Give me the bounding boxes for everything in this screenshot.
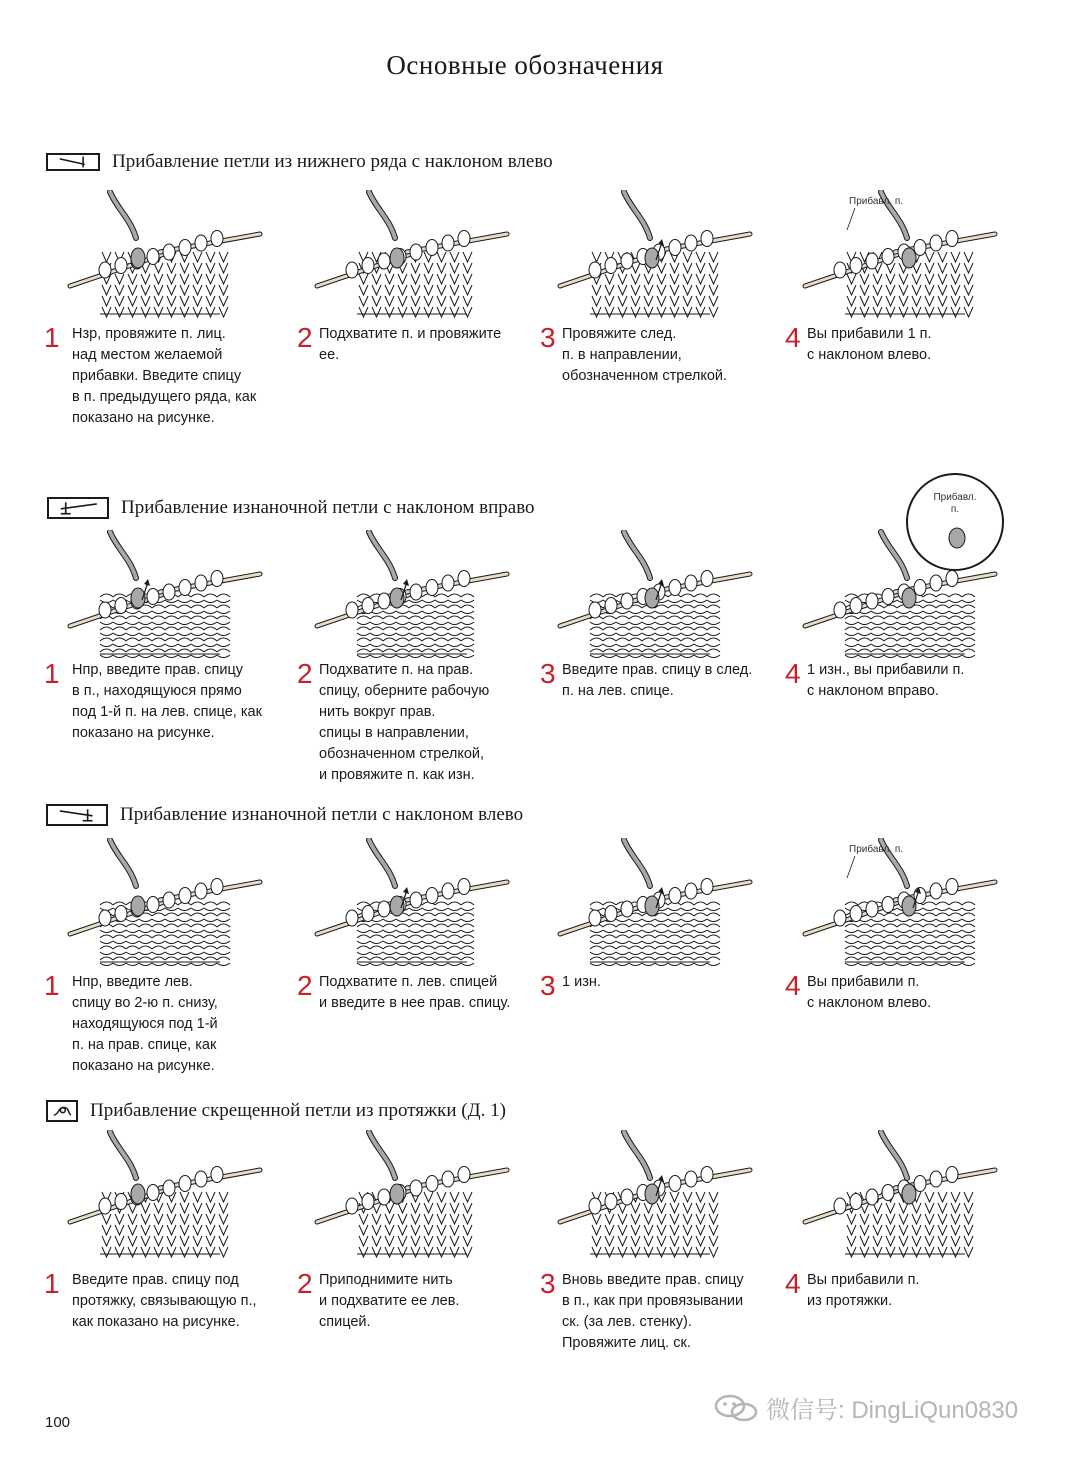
section-title: Прибавление скрещенной петли из протяжки (Д. 1) (90, 1100, 506, 1121)
new-stitch (390, 1184, 404, 1204)
new-stitch (902, 248, 916, 268)
step-number: 4 (785, 658, 801, 689)
new-stitch (902, 1184, 916, 1204)
step-number: 2 (297, 1268, 313, 1299)
watermark-text: 微信号: DingLiQun0830 (766, 1397, 1019, 1424)
step-number: 4 (785, 322, 801, 353)
section-title: Прибавление изнаночной петли с наклоном влево (120, 804, 524, 825)
section-title: Прибавление изнаночной петли с наклоном вправо (121, 497, 535, 518)
stitch-label: п. (950, 504, 960, 515)
knit-fabric (357, 252, 472, 317)
step-text: 1 изн. (562, 974, 601, 990)
step-text: Провяжите след. п. в направлении, обозначенном стрелкой. (562, 326, 728, 384)
knitting-illustration (540, 838, 780, 968)
knitting-illustration (785, 190, 1025, 320)
step-number: 3 (540, 658, 556, 689)
knitting-illustration (297, 1130, 537, 1260)
step-number: 1 (44, 1268, 60, 1299)
step-text: Нпр, введите лев. спицу во 2-ю п. снизу, находящуюся под 1-й п. на прав. спице, как показано на рисунке. (72, 974, 218, 1074)
knitting-illustration (50, 1130, 290, 1260)
step-number: 1 (44, 970, 60, 1001)
knitting-illustration (785, 492, 1025, 660)
knit-fabric (357, 902, 474, 966)
new-stitch (902, 588, 916, 608)
left-slant-increase-symbol (46, 153, 100, 171)
knitting-illustration (540, 530, 780, 660)
purl-right-increase-symbol (47, 497, 109, 519)
step-text: Нпр, введите прав. спицу в п., находящуюся прямо под 1-й п. на лев. спице, как показано на рисунке. (72, 662, 262, 741)
page-title: Основные обозначения (386, 50, 664, 80)
step-number: 4 (785, 1268, 801, 1299)
section-header (46, 150, 553, 174)
step-number: 3 (540, 970, 556, 1001)
knitting-illustration (785, 1130, 1025, 1260)
step-text: 1 изн., вы прибавили п. с наклоном вправо. (807, 662, 965, 699)
knitting-illustration (540, 190, 780, 320)
section-title: Прибавление петли из нижнего ряда с наклоном влево (112, 151, 553, 172)
watermark (712, 1390, 1018, 1425)
new-stitch (390, 248, 404, 268)
knitting-illustration (785, 838, 1025, 968)
step-number: 1 (44, 658, 60, 689)
stitch-label: Прибавл. п. (849, 844, 904, 855)
knitting-illustration (297, 838, 537, 968)
section-header (46, 803, 523, 827)
step-text: Приподнимите нить и подхватите ее лев. спицей. (319, 1272, 460, 1330)
step-number: 4 (785, 970, 801, 1001)
knit-fabric (357, 594, 474, 658)
step-number: 2 (297, 322, 313, 353)
step-text: Вы прибавили п. с наклоном влево. (807, 974, 932, 1011)
section-header (46, 1099, 506, 1123)
step-text: Подхватите п. лев. спицей и введите в нее прав. спицу. (319, 974, 511, 1011)
step-text: Подхватите п. и провяжите ее. (319, 326, 502, 363)
knitting-illustration (297, 190, 537, 320)
step-text: Подхватите п. на прав. спицу, оберните рабочую нить вокруг прав. спицы в направлении, обозначенном стрелкой, и провяжите п. как изн. (319, 662, 490, 783)
step-number: 2 (297, 658, 313, 689)
stitch-label: Прибавл. (933, 492, 977, 503)
knitting-illustration (50, 838, 290, 968)
step-number: 1 (44, 322, 60, 353)
step-text: Вы прибавили 1 п. с наклоном влево. (807, 326, 932, 363)
magnified-detail (907, 474, 1003, 570)
page-number: 100 (45, 1414, 71, 1431)
section-header (47, 496, 535, 520)
knitting-illustration (297, 530, 537, 660)
wechat-icon (712, 1393, 760, 1423)
new-stitch (131, 896, 145, 916)
purl-left-increase-symbol (46, 804, 108, 826)
step-number: 3 (540, 1268, 556, 1299)
step-number: 2 (297, 970, 313, 1001)
step-text: Нзр, провяжите п. лиц. над местом желаемой прибавки. Введите спицу в п. предыдущего ряда, как показано на рисунке. (72, 326, 257, 426)
new-stitch (131, 248, 145, 268)
step-text: Вновь введите прав. спицу в п., как при провязывании ск. (за лев. стенку). Провяжите лиц. ск. (562, 1272, 744, 1351)
knitting-illustration (540, 1130, 780, 1260)
step-text: Введите прав. спицу под протяжку, связывающую п., как показано на рисунке. (72, 1272, 257, 1330)
twisted-increase-symbol (46, 1100, 78, 1122)
step-number: 3 (540, 322, 556, 353)
knitting-illustration (50, 190, 290, 320)
knitting-illustration (50, 530, 290, 660)
stitch-label: Прибавл. п. (849, 196, 904, 207)
step-text: Вы прибавили п. из протяжки. (807, 1272, 920, 1309)
new-stitch (131, 1184, 145, 1204)
step-text: Введите прав. спицу в след. п. на лев. спице. (562, 662, 753, 699)
